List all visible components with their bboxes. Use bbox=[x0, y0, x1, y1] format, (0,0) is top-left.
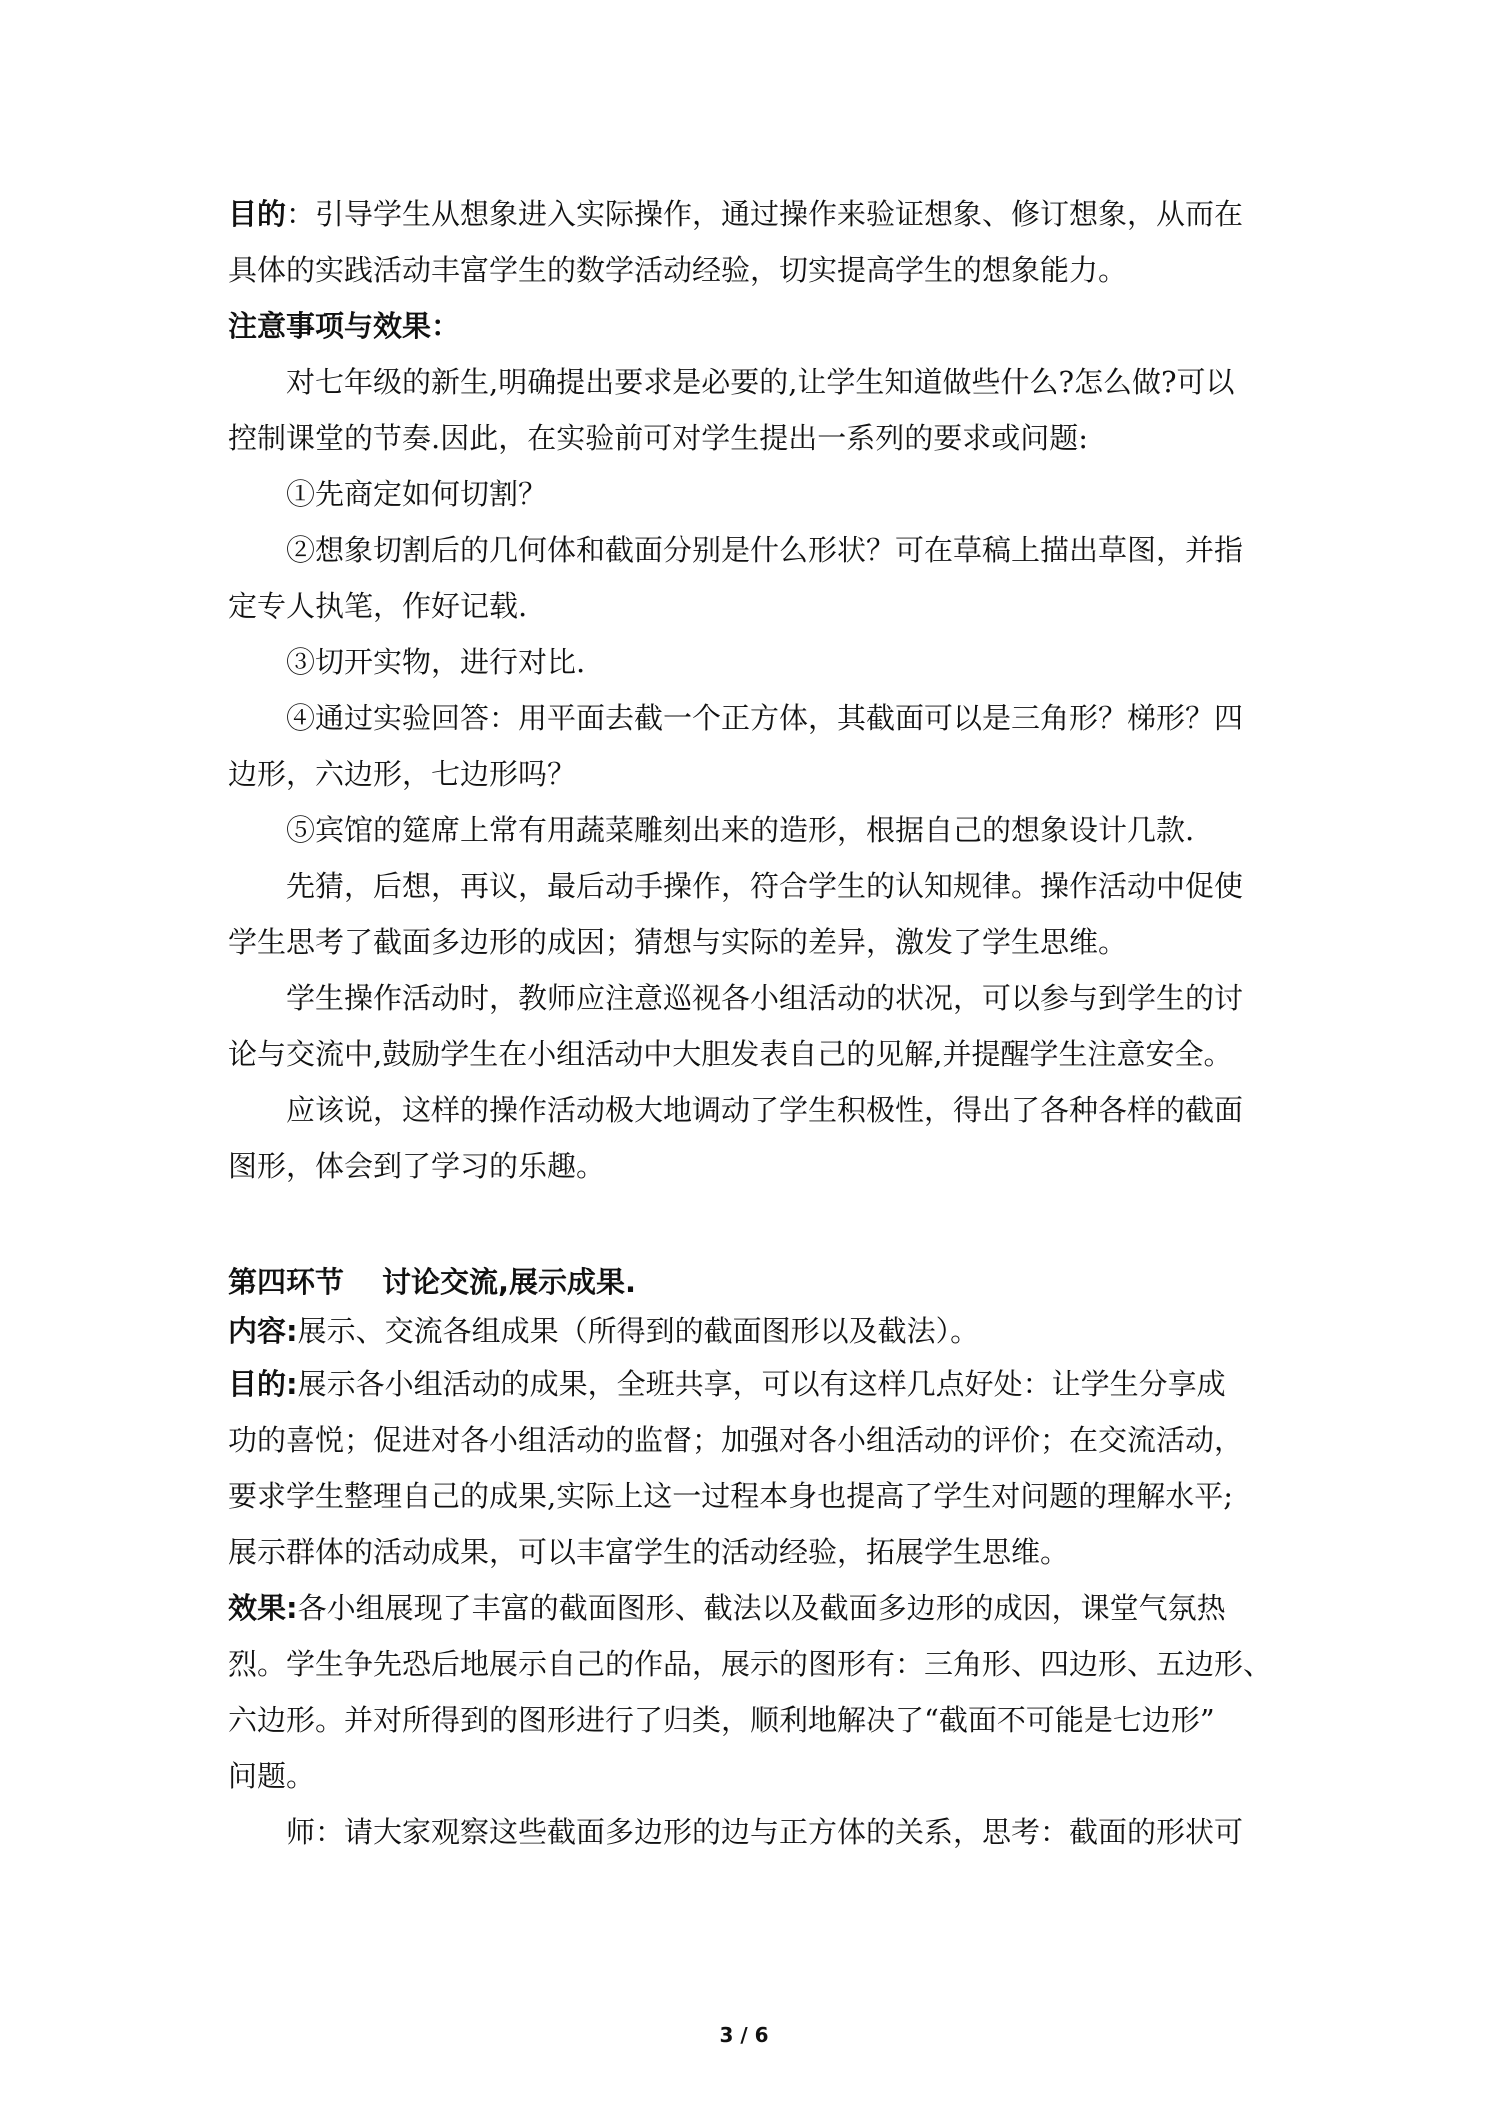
purpose-text: ：引导学生从想象进入实际操作，通过操作来验证想象、修订想象，从而在 bbox=[286, 197, 1244, 231]
notes-paragraph-4-line-2: 图形，体会到了学习的乐趣。 bbox=[228, 1149, 606, 1183]
section-4-purpose-line-1 bbox=[228, 1356, 1260, 1412]
question-4-line-1: ④通过实验回答：用平面去截一个正方体，其截面可以是三角形？梯形？四 bbox=[286, 701, 1244, 735]
section-4-purpose-label: 目的: bbox=[228, 1367, 298, 1401]
section-4-purpose-line-3: 要求学生整理自己的成果,实际上这一过程本身也提高了学生对问题的理解水平; bbox=[228, 1479, 1233, 1513]
question-3: ③切开实物，进行对比. bbox=[286, 645, 586, 679]
content-text: 展示、交流各组成果（所得到的截面图形以及截法）。 bbox=[297, 1314, 980, 1348]
section-4-heading bbox=[228, 1258, 1260, 1307]
notes-heading: 注意事项与效果： bbox=[228, 309, 461, 343]
section-4-content bbox=[228, 1307, 1260, 1356]
section-4-effect-line-2: 烈。学生争先恐后地展示自己的作品，展示的图形有：三角形、四边形、五边形、 bbox=[228, 1647, 1273, 1681]
question-4-line-2: 边形，六边形，七边形吗？ bbox=[228, 757, 577, 791]
section-4-effect-line-1 bbox=[228, 1580, 1260, 1636]
teacher-line: 师：请大家观察这些截面多边形的边与正方体的关系，思考：截面的形状可 bbox=[286, 1815, 1244, 1849]
effect-label: 效果: bbox=[228, 1591, 298, 1625]
section-gap bbox=[228, 1194, 1260, 1250]
notes-paragraph-1-line-1: 对七年级的新生,明确提出要求是必要的,让学生知道做些什么?怎么做?可以 bbox=[286, 365, 1235, 399]
notes-paragraph-4-line-1: 应该说，这样的操作活动极大地调动了学生积极性，得出了各种各样的截面 bbox=[286, 1093, 1244, 1127]
section-4-title: 讨论交流,展示成果. bbox=[382, 1265, 637, 1299]
notes-paragraph-3-line-1: 学生操作活动时，教师应注意巡视各小组活动的状况，可以参与到学生的讨 bbox=[286, 981, 1244, 1015]
purpose-paragraph-line-1 bbox=[228, 186, 1260, 242]
effect-text: 各小组展现了丰富的截面图形、截法以及截面多边形的成因，课堂气氛热 bbox=[297, 1591, 1226, 1625]
section-4-purpose-line-2: 功的喜悦；促进对各小组活动的监督；加强对各小组活动的评价；在交流活动， bbox=[228, 1423, 1244, 1457]
content-label: 内容: bbox=[228, 1314, 298, 1348]
notes-paragraph-2-line-1: 先猜，后想，再议，最后动手操作，符合学生的认知规律。操作活动中促使 bbox=[286, 869, 1244, 903]
section-4-purpose-text: 展示各小组活动的成果，全班共享，可以有这样几点好处：让学生分享成 bbox=[297, 1367, 1226, 1401]
question-2-line-2: 定专人执笔，作好记载. bbox=[228, 589, 528, 623]
notes-paragraph-2-line-2: 学生思考了截面多边形的成因；猜想与实际的差异，激发了学生思维。 bbox=[228, 925, 1128, 959]
question-2-line-1: ②想象切割后的几何体和截面分别是什么形状？可在草稿上描出草图，并指 bbox=[286, 533, 1244, 567]
purpose-paragraph-line-2: 具体的实践活动丰富学生的数学活动经验，切实提高学生的想象能力。 bbox=[228, 253, 1128, 287]
section-4-purpose-line-4: 展示群体的活动成果，可以丰富学生的活动经验，拓展学生思维。 bbox=[228, 1535, 1070, 1569]
section-4-effect-line-3: 六边形。并对所得到的图形进行了归类，顺利地解决了“截面不可能是七边形” bbox=[228, 1703, 1215, 1737]
purpose-label: 目的 bbox=[228, 197, 287, 231]
page-content bbox=[228, 186, 1273, 1860]
section-4-effect-line-4: 问题。 bbox=[228, 1759, 316, 1793]
section-4-label: 第四环节 bbox=[228, 1265, 345, 1299]
notes-paragraph-1-line-2: 控制课堂的节奏.因此，在实验前可对学生提出一系列的要求或问题: bbox=[228, 421, 1088, 455]
notes-paragraph-3-line-2: 论与交流中,鼓励学生在小组活动中大胆发表自己的见解,并提醒学生注意安全。 bbox=[228, 1037, 1233, 1071]
page-number: 3 / 6 bbox=[719, 2023, 769, 2047]
question-5: ⑤宾馆的筵席上常有用蔬菜雕刻出来的造形，根据自己的想象设计几款. bbox=[286, 813, 1195, 847]
question-1: ①先商定如何切割？ bbox=[286, 477, 548, 511]
